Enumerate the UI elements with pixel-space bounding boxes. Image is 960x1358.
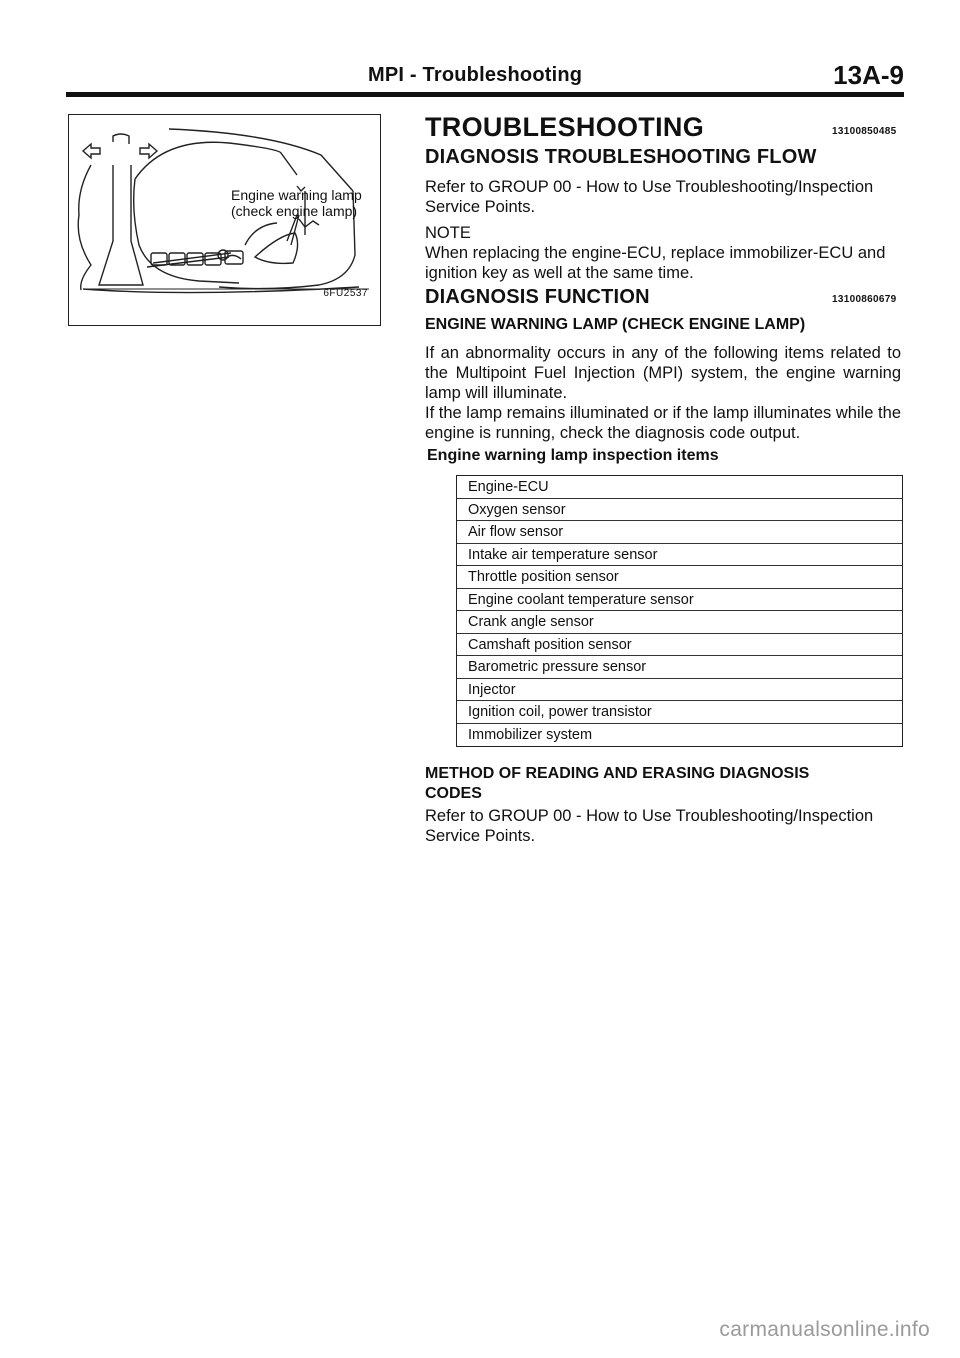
method-text: Refer to GROUP 00 - How to Use Troubleshooting/Inspection Service Points. [425,807,874,845]
table-row: Immobilizer system [468,726,593,743]
page-header-title: MPI - Troubleshooting [368,64,583,86]
figure-callout-line2: (check engine lamp) [231,203,358,219]
table-row: Oxygen sensor [457,499,902,522]
troubleshooting-ref-code: 13100850485 [832,126,897,137]
footer-watermark: carmanualsonline.info [719,1318,930,1341]
diagnosis-function-ref-code: 13100860679 [832,294,897,305]
table-row: Air flow sensor [457,521,902,544]
note-label: NOTE [425,224,471,242]
figure-code: 6FU2537 [323,288,368,299]
flow-text: Refer to GROUP 00 - How to Use Troubleshooting/Inspection Service Points. [425,178,874,216]
header-rule [66,92,904,97]
note-text: When replacing the engine-ECU, replace immobilizer-ECU and ignition key as well at the same time. [425,244,886,282]
lamp-heading: ENGINE WARNING LAMP (CHECK ENGINE LAMP) [425,316,806,333]
check-engine-icon [299,219,319,227]
table-row: Ignition coil, power transistor [457,701,902,724]
right-turn-arrow-icon [140,144,157,158]
figure-callout-line1: Engine warning lamp [231,187,362,203]
troubleshooting-heading: TROUBLESHOOTING [425,112,704,142]
instrument-cluster-figure [68,114,381,326]
lamp-paragraph-2: If the lamp remains illuminated or if the lamp illuminates while the engine is running, check the diagnosis code output. [425,404,901,442]
method-heading: METHOD OF READING AND ERASING DIAGNOSIS CODES [425,765,810,802]
table-row: Throttle position sensor [457,566,902,589]
table-row: Crank angle sensor [457,611,902,634]
diagnosis-function-heading: DIAGNOSIS FUNCTION [425,286,650,308]
table-row: Engine-ECU [457,476,902,499]
inspection-items-heading: Engine warning lamp inspection items [427,447,719,464]
table-row: Intake air temperature sensor [457,544,902,567]
table-row: Camshaft position sensor [457,634,902,657]
table-row: Injector [457,679,902,702]
table-row: Engine coolant temperature sensor [457,589,902,612]
page-number: 13A-9 [833,60,904,90]
left-turn-arrow-icon [83,144,100,158]
flow-heading: DIAGNOSIS TROUBLESHOOTING FLOW [425,146,817,168]
lamp-paragraph-1: If an abnormality occurs in any of the following items related to the Multipoint Fuel Injection (MPI) system, the engine warning lamp will illuminate. [425,344,901,402]
table-row: Barometric pressure sensor [457,656,902,679]
inspection-items-table [456,475,903,747]
